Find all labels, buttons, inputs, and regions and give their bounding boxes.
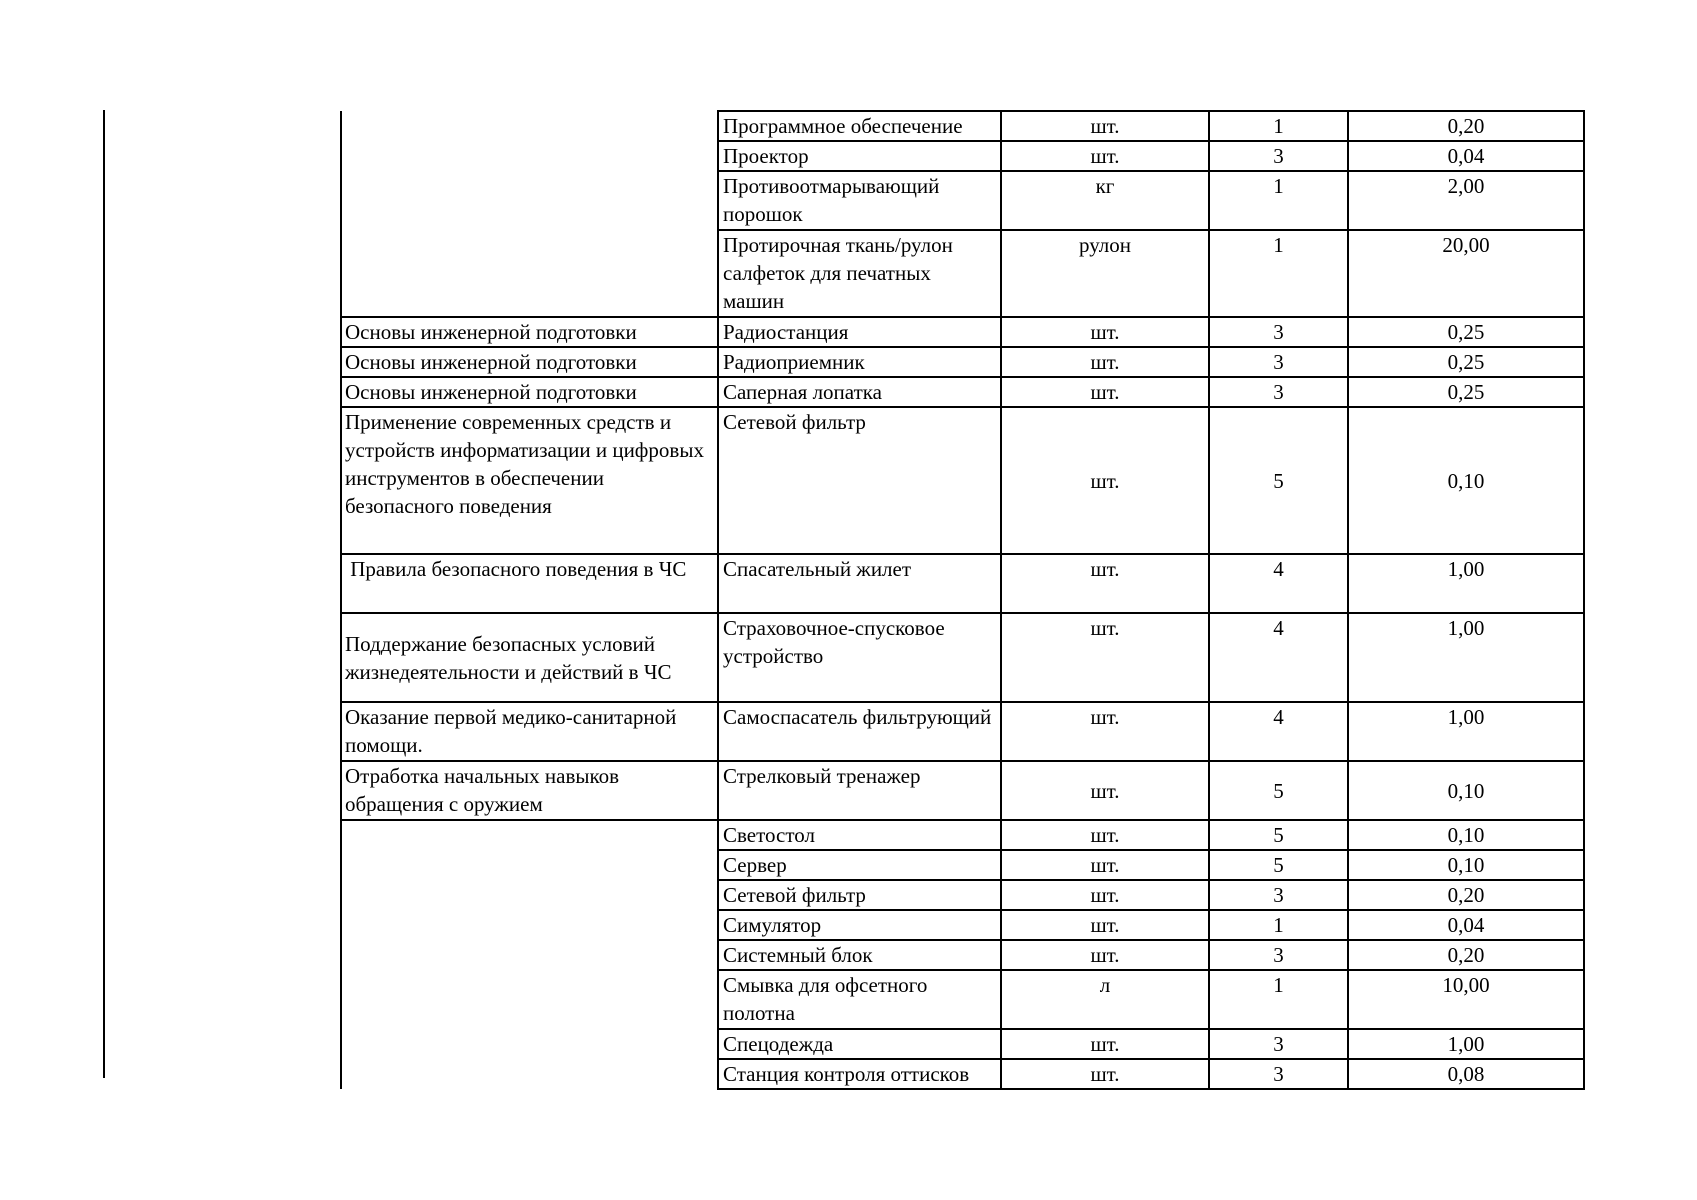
table-row (341, 141, 1584, 171)
item-cell: Симулятор (718, 910, 1001, 940)
item-cell: Спасательный жилет (718, 554, 1001, 613)
table-row (341, 377, 1584, 407)
unit-cell: шт. (1001, 850, 1209, 880)
unit-cell: шт. (1001, 347, 1209, 377)
unit-cell: шт. (1001, 1059, 1209, 1089)
norm-cell: 10,00 (1348, 970, 1584, 1029)
topic-cell: Отработка начальных навыков обращения с оружием (341, 761, 718, 820)
qty-cell: 1 (1209, 230, 1348, 317)
unit-cell: шт. (1001, 940, 1209, 970)
norm-cell: 1,00 (1348, 702, 1584, 761)
table-row (341, 407, 1584, 554)
topic-cell: Основы инженерной подготовки (341, 317, 718, 347)
norm-cell: 0,08 (1348, 1059, 1584, 1089)
norm-cell: 20,00 (1348, 230, 1584, 317)
norm-cell: 1,00 (1348, 1029, 1584, 1059)
topic-cell (341, 940, 718, 970)
qty-cell: 5 (1209, 820, 1348, 850)
norm-cell: 0,25 (1348, 377, 1584, 407)
table-row (341, 554, 1584, 613)
topic-cell: Оказание первой медико-санитарной помощи. (341, 702, 718, 761)
item-cell: Программное обеспечение (718, 111, 1001, 141)
unit-cell: шт. (1001, 820, 1209, 850)
norm-cell: 0,25 (1348, 317, 1584, 347)
qty-cell: 1 (1209, 111, 1348, 141)
item-cell: Спецодежда (718, 1029, 1001, 1059)
table-row (341, 910, 1584, 940)
unit-cell: шт. (1001, 317, 1209, 347)
norm-cell: 0,25 (1348, 347, 1584, 377)
norm-cell: 1,00 (1348, 554, 1584, 613)
qty-cell: 4 (1209, 613, 1348, 702)
qty-cell: 1 (1209, 171, 1348, 230)
qty-cell: 3 (1209, 141, 1348, 171)
qty-cell: 1 (1209, 910, 1348, 940)
item-cell: Сервер (718, 850, 1001, 880)
topic-cell: Основы инженерной подготовки (341, 377, 718, 407)
topic-cell (341, 970, 718, 1029)
table-row (341, 850, 1584, 880)
qty-cell: 3 (1209, 377, 1348, 407)
unit-cell: шт. (1001, 910, 1209, 940)
table-row (341, 347, 1584, 377)
table-row (341, 702, 1584, 761)
unit-cell: шт. (1001, 880, 1209, 910)
topic-cell (341, 1029, 718, 1059)
topic-cell (341, 230, 718, 317)
unit-cell: шт. (1001, 761, 1209, 820)
table-row (341, 171, 1584, 230)
topic-cell (341, 111, 718, 141)
table-row (341, 1029, 1584, 1059)
item-cell: Станция контроля оттисков (718, 1059, 1001, 1089)
left-margin-line (103, 110, 105, 1078)
qty-cell: 5 (1209, 761, 1348, 820)
table-row (341, 1059, 1584, 1089)
qty-cell: 4 (1209, 554, 1348, 613)
item-cell: Сетевой фильтр (718, 407, 1001, 554)
topic-cell (341, 141, 718, 171)
norm-cell: 0,20 (1348, 940, 1584, 970)
qty-cell: 3 (1209, 880, 1348, 910)
qty-cell: 3 (1209, 940, 1348, 970)
qty-cell: 5 (1209, 407, 1348, 554)
norm-cell: 0,20 (1348, 111, 1584, 141)
topic-cell: Применение современных средств и устройств информатизации и цифровых инструментов в обеспечении безопасного поведения (341, 407, 718, 554)
table-row (341, 820, 1584, 850)
equipment-table (340, 110, 1585, 1090)
topic-cell (341, 1059, 718, 1089)
norm-cell: 0,04 (1348, 910, 1584, 940)
topic-cell (341, 171, 718, 230)
item-cell: Протирочная ткань/рулон салфеток для печатных машин (718, 230, 1001, 317)
unit-cell: шт. (1001, 613, 1209, 702)
table-row (341, 230, 1584, 317)
norm-cell: 0,10 (1348, 850, 1584, 880)
table-row (341, 613, 1584, 702)
qty-cell: 3 (1209, 1059, 1348, 1089)
item-cell: Смывка для офсетного полотна (718, 970, 1001, 1029)
table-row (341, 940, 1584, 970)
topic-cell (341, 820, 718, 850)
table-row (341, 970, 1584, 1029)
item-cell: Противоотмарывающий порошок (718, 171, 1001, 230)
table-row (341, 317, 1584, 347)
unit-cell: кг (1001, 171, 1209, 230)
item-cell: Страховочное-спусковое устройство (718, 613, 1001, 702)
norm-cell: 0,10 (1348, 407, 1584, 554)
topic-cell (341, 910, 718, 940)
norm-cell: 0,04 (1348, 141, 1584, 171)
unit-cell: рулон (1001, 230, 1209, 317)
unit-cell: шт. (1001, 702, 1209, 761)
unit-cell: шт. (1001, 1029, 1209, 1059)
norm-cell: 0,20 (1348, 880, 1584, 910)
unit-cell: шт. (1001, 407, 1209, 554)
table-row (341, 111, 1584, 141)
item-cell: Радиоприемник (718, 347, 1001, 377)
item-cell: Саперная лопатка (718, 377, 1001, 407)
table-row (341, 761, 1584, 820)
unit-cell: шт. (1001, 111, 1209, 141)
norm-cell: 1,00 (1348, 613, 1584, 702)
item-cell: Самоспасатель фильтрующий (718, 702, 1001, 761)
unit-cell: шт. (1001, 554, 1209, 613)
topic-cell: Правила безопасного поведения в ЧС (341, 554, 718, 613)
norm-cell: 2,00 (1348, 171, 1584, 230)
item-cell: Сетевой фильтр (718, 880, 1001, 910)
item-cell: Системный блок (718, 940, 1001, 970)
topic-cell: Основы инженерной подготовки (341, 347, 718, 377)
topic-cell (341, 880, 718, 910)
item-cell: Светостол (718, 820, 1001, 850)
unit-cell: л (1001, 970, 1209, 1029)
norm-cell: 0,10 (1348, 820, 1584, 850)
qty-cell: 3 (1209, 347, 1348, 377)
topic-cell: Поддержание безопасных условий жизнедеятельности и действий в ЧС (341, 613, 718, 702)
norm-cell: 0,10 (1348, 761, 1584, 820)
unit-cell: шт. (1001, 377, 1209, 407)
topic-cell (341, 850, 718, 880)
qty-cell: 3 (1209, 1029, 1348, 1059)
item-cell: Стрелковый тренажер (718, 761, 1001, 820)
table-row (341, 880, 1584, 910)
item-cell: Проектор (718, 141, 1001, 171)
qty-cell: 4 (1209, 702, 1348, 761)
qty-cell: 1 (1209, 970, 1348, 1029)
qty-cell: 5 (1209, 850, 1348, 880)
qty-cell: 3 (1209, 317, 1348, 347)
unit-cell: шт. (1001, 141, 1209, 171)
item-cell: Радиостанция (718, 317, 1001, 347)
